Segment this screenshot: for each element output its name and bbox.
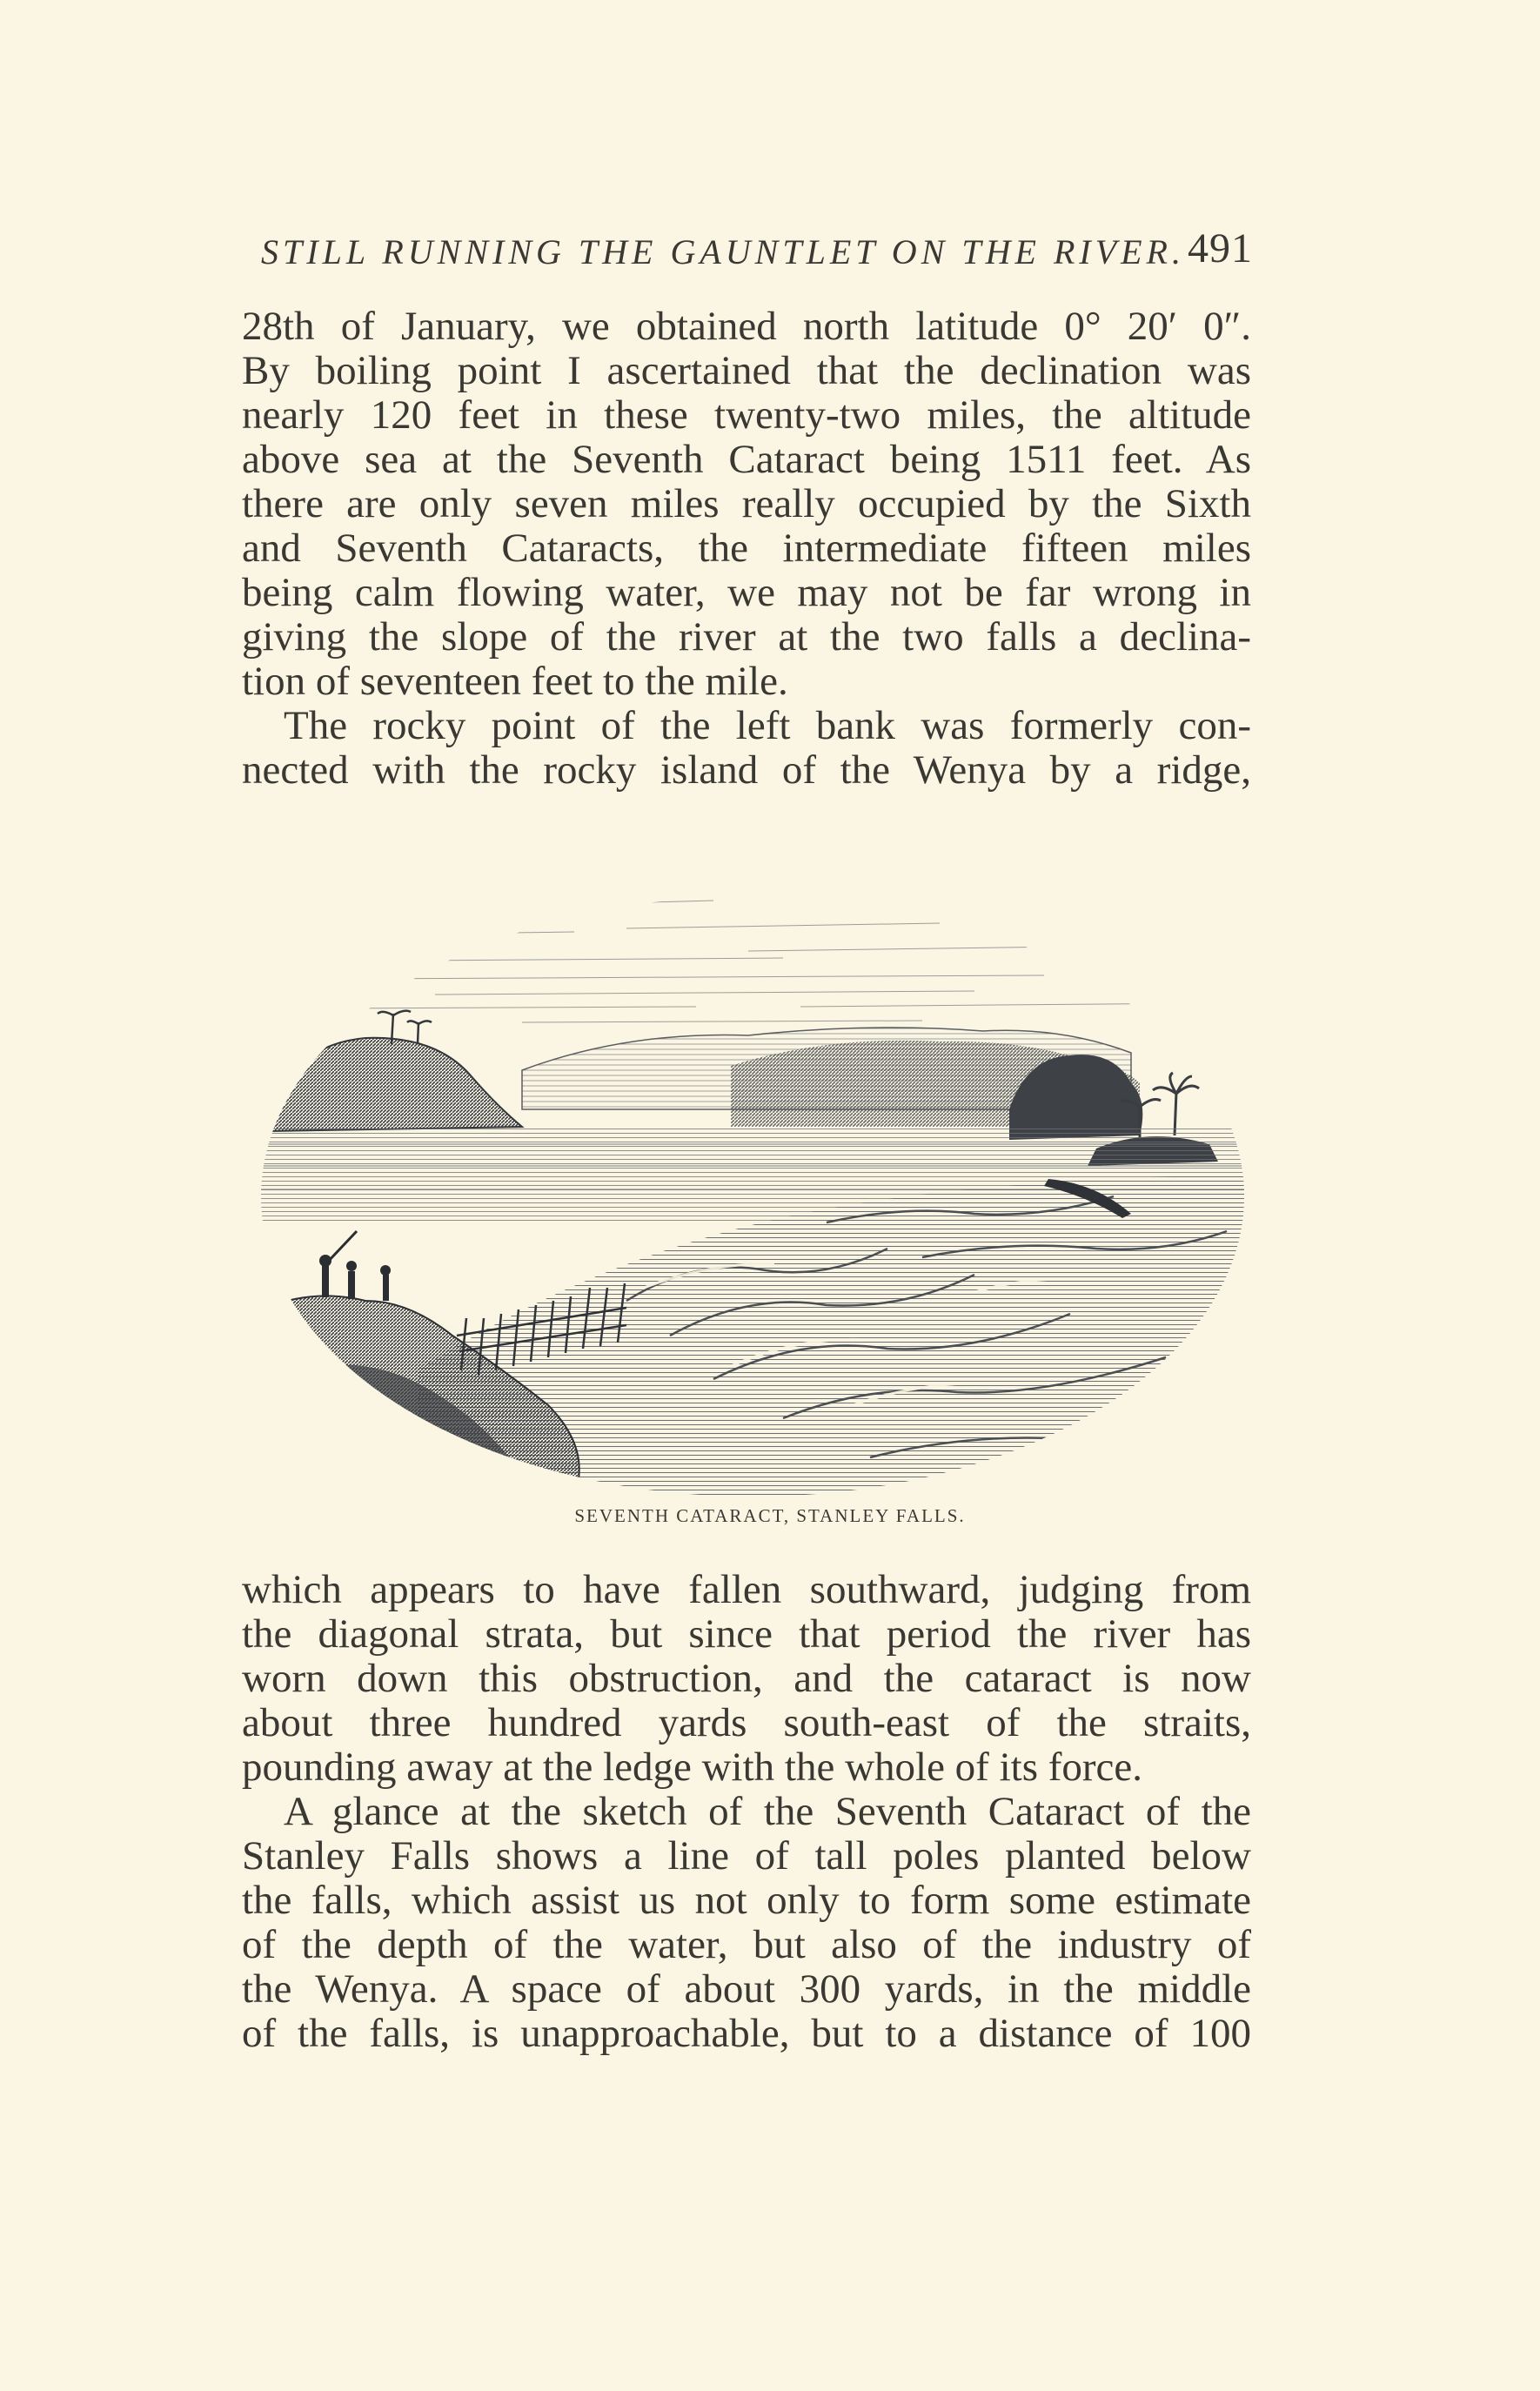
text-line: above sea at the Seventh Cataract being 1511 feet. As <box>242 437 1251 482</box>
text-line: pounding away at the ledge with the whole of its force. <box>242 1745 1143 1790</box>
text-line: giving the slope of the river at the two falls a declina- <box>242 614 1251 660</box>
text-line: there are only seven miles really occupied by the Sixth <box>242 481 1251 526</box>
text-line: the falls, which assist us not only to form some estimate <box>242 1878 1251 1923</box>
text-line: and Seventh Cataracts, the intermediate fifteen miles <box>242 526 1251 571</box>
running-title: STILL RUNNING THE GAUNTLET ON THE RIVER. <box>261 232 1185 271</box>
figure-caption: SEVENTH CATARACT, STANLEY FALLS. <box>574 1505 966 1526</box>
text-line: By boiling point I ascertained that the declination was <box>242 348 1251 393</box>
text-line: of the falls, is unapproachable, but to a distance of 100 <box>242 2011 1251 2056</box>
text-line: 28th of January, we obtained north latitude 0° 20′ 0″. <box>242 304 1251 349</box>
text-line: about three hundred yards south-east of the straits, <box>242 1700 1251 1745</box>
page-number: 491 <box>1188 225 1253 271</box>
engraving-seventh-cataract <box>261 848 1244 1497</box>
text-line: tion of seventeen feet to the mile. <box>242 659 788 704</box>
text-line: which appears to have fallen southward, judging from <box>242 1567 1251 1612</box>
text-line: being calm flowing water, we may not be far wrong in <box>242 570 1251 615</box>
body-text-bottom <box>242 1568 1251 2056</box>
text-line: The rocky point of the left bank was formerly con- <box>284 703 1251 748</box>
running-head <box>261 224 1253 285</box>
text-line: the Wenya. A space of about 300 yards, in the middle <box>242 1966 1251 2012</box>
text-line: the diagonal strata, but since that period the river has <box>242 1611 1251 1657</box>
body-text-top <box>242 305 1251 793</box>
text-line: A glance at the sketch of the Seventh Cataract of the <box>284 1789 1251 1834</box>
text-line: of the depth of the water, but also of the industry of <box>242 1922 1251 1967</box>
text-line: nected with the rocky island of the Wenya by a ridge, <box>242 747 1251 793</box>
text-line: Stanley Falls shows a line of tall poles planted below <box>242 1833 1251 1879</box>
text-line: nearly 120 feet in these twenty-two miles, the altitude <box>242 392 1251 438</box>
text-line: worn down this obstruction, and the cataract is now <box>242 1656 1251 1701</box>
